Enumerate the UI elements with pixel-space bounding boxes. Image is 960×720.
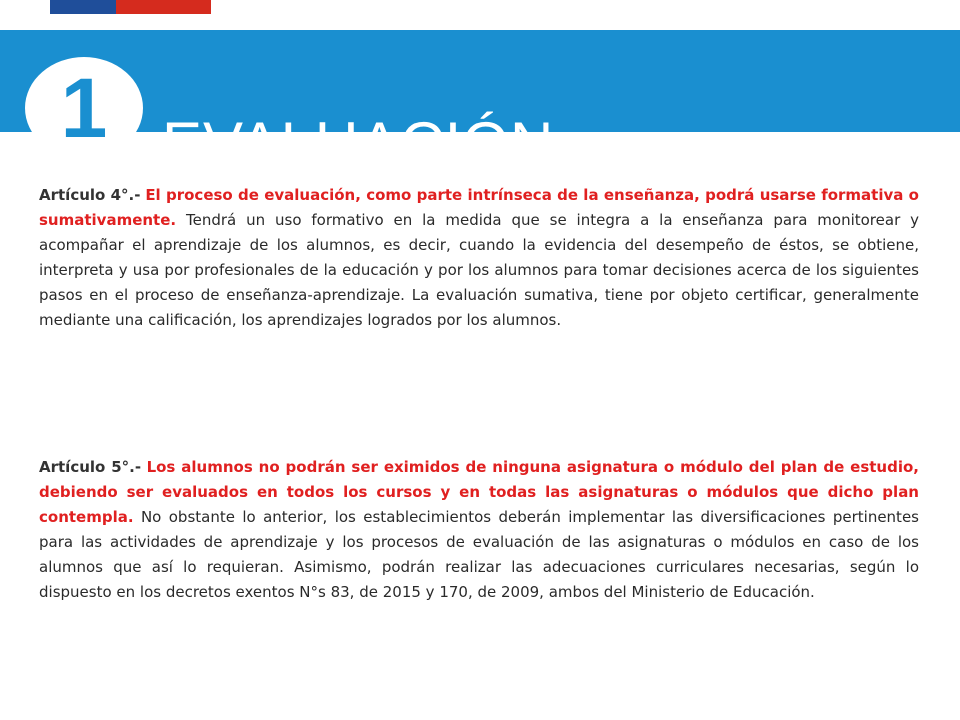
section-number-badge: 1 [25,57,143,159]
article-5-label: Artículo 5°.- [39,458,142,476]
article-4-highlight: El proceso de evaluación, como parte intrínseca de la enseñanza, podrá usarse formativa o sumativamente. [39,186,919,229]
article-4-body: Tendrá un uso formativo en la medida que se integra a la enseñanza para monitorear y acompañar el aprendizaje de los alumnos, es decir, cuando la evidencia del desempeño de éstos, se obtiene, interpreta y usa por profesionales de la educación y por los alumnos para tomar decisiones acerca de los siguientes pasos en el proceso de enseñanza-aprendizaje. La evaluación sumativa, tiene por objeto certificar, generalmente mediante una calificación, los aprendizajes logrados por los alumnos. [39,211,919,329]
flag-red-stripe [116,0,211,14]
header-band [0,30,960,178]
article-5-highlight: Los alumnos no podrán ser eximidos de ninguna asignatura o módulo del plan de estudio, debiendo ser evaluados en todos los cursos y en todas las asignaturas o módulos que dicho plan contempla. [39,458,919,526]
flag-blue-stripe [50,0,116,14]
article-4-paragraph [39,183,919,333]
page-title: EVALUACIÓN [162,110,555,178]
flag-bar [50,0,211,14]
article-5-body: No obstante lo anterior, los establecimientos deberán implementar las diversificaciones pertinentes para las actividades de aprendizaje y los procesos de evaluación de las asignaturas o módulos en caso de los alumnos que así lo requieran. Asimismo, podrán realizar las adecuaciones curriculares necesarias, según lo dispuesto en los decretos exentos N°s 83, de 2015 y 170, de 2009, ambos del Ministerio de Educación. [39,508,919,601]
article-5-paragraph [39,455,919,605]
article-4-label: Artículo 4°.- [39,186,141,204]
